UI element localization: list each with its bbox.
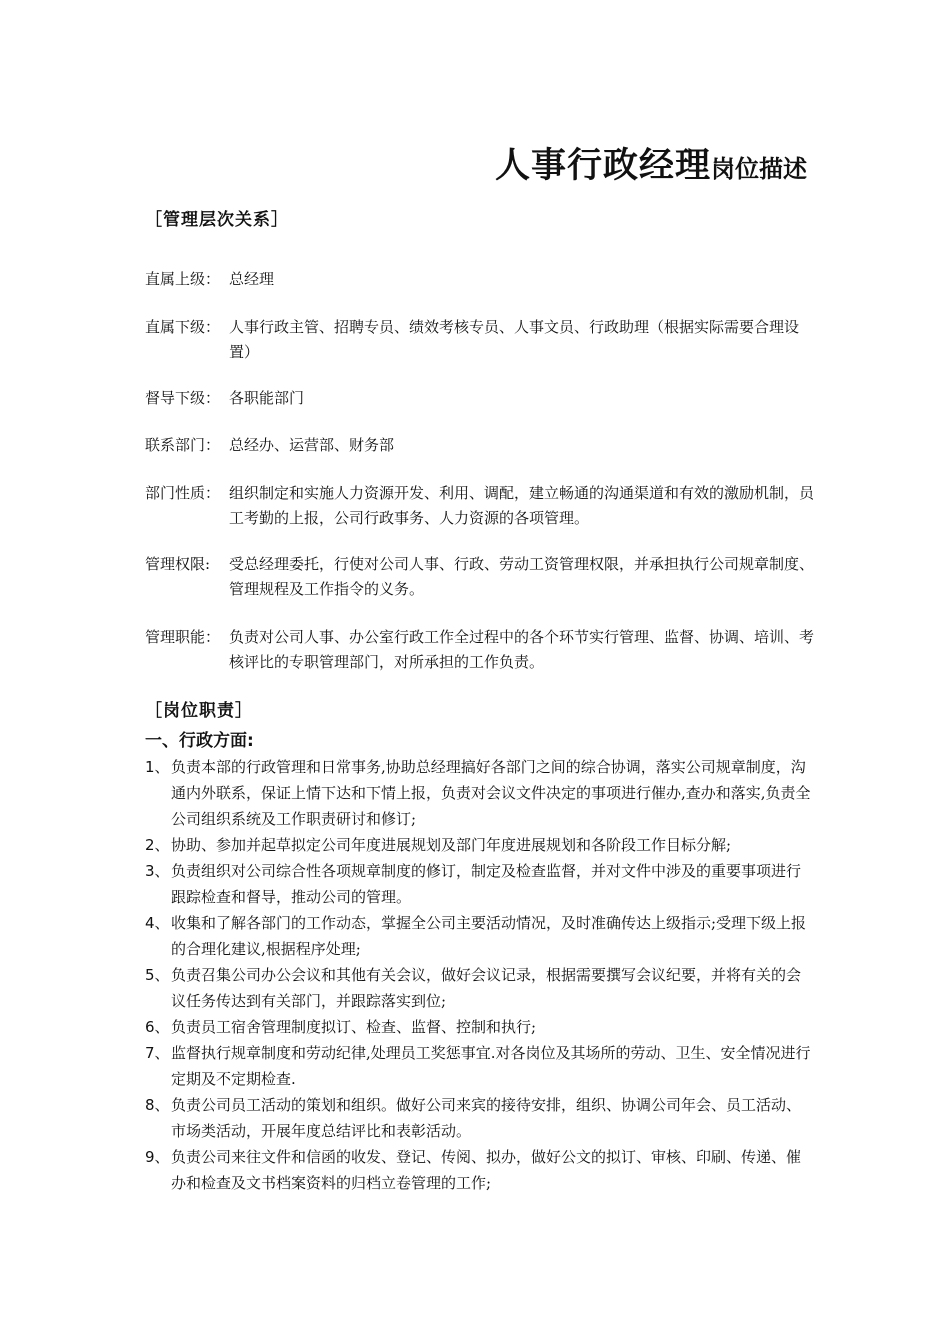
field-value: 各职能部门: [229, 389, 305, 407]
field-label: 直属下级：: [145, 318, 221, 336]
item-text: 负责本部的行政管理和日常事务,协助总经理搞好各部门之间的综合协调，落实公司规章制度，沟通内外联系，保证上情下达和下情上报，负责对会议文件决定的事项进行催办,查办和落实,负责全公司组织系统及工作职责研讨和修订;: [171, 758, 811, 828]
field-label: 管理职能：: [145, 628, 221, 646]
list-item: [145, 1014, 815, 1040]
field-management-authority: [145, 552, 815, 602]
field-contact-departments: [145, 433, 815, 458]
item-text: 负责召集公司办公会议和其他有关会议，做好会议记录，根据需要撰写会议纪要，并将有关的会议任务传达到有关部门，并跟踪落实到位;: [171, 966, 802, 1010]
list-item: [145, 962, 815, 1014]
item-number: 6、: [145, 1018, 170, 1036]
item-text: 负责组织对公司综合性各项规章制度的修订，制定及检查监督，并对文件中涉及的重要事项进行跟踪检查和督导，推动公司的管理。: [171, 862, 802, 906]
field-value: 负责对公司人事、办公室行政工作全过程中的各个环节实行管理、监督、协调、培训、考核评比的专职管理部门，对所承担的工作负责。: [229, 628, 815, 671]
field-department-nature: [145, 481, 815, 531]
admin-duties-list: [145, 754, 815, 1196]
item-text: 负责员工宿舍管理制度拟订、检查、监督、控制和执行;: [171, 1018, 537, 1036]
admin-heading: 一、行政方面:: [145, 731, 254, 751]
item-number: 4、: [145, 914, 170, 932]
item-number: 8、: [145, 1096, 170, 1114]
field-value: 人事行政主管、招聘专员、绩效考核专员、人事文员、行政助理（根据实际需要合理设置）: [229, 318, 800, 361]
item-text: 协助、参加并起草拟定公司年度进展规划及部门年度进展规划和各阶段工作目标分解;: [171, 836, 732, 854]
list-item: [145, 1092, 815, 1144]
item-text: 监督执行规章制度和劳动纪律,处理员工奖惩事宜.对各岗位及其场所的劳动、卫生、安全情况进行定期及不定期检查.: [171, 1044, 811, 1088]
page-title: [495, 138, 807, 188]
field-value: 总经办、运营部、财务部: [229, 436, 395, 454]
list-item: [145, 1144, 815, 1196]
item-number: 9、: [145, 1148, 170, 1166]
field-direct-subordinates: [145, 315, 815, 365]
item-number: 2、: [145, 836, 170, 854]
item-number: 7、: [145, 1044, 170, 1062]
section-heading-duties: ［岗位职责］: [145, 701, 253, 721]
title-suffix: 岗位描述: [711, 154, 807, 183]
item-text: 负责公司来往文件和信函的收发、登记、传阅、拟办，做好公文的拟订、审核、印刷、传递、催办和检查及文书档案资料的归档立卷管理的工作;: [171, 1148, 802, 1192]
field-value: 受总经理委托，行使对公司人事、行政、劳动工资管理权限，并承担执行公司规章制度、管理规程及工作指令的义务。: [229, 555, 815, 598]
field-label: 联系部门：: [145, 436, 221, 454]
field-value: 总经理: [229, 270, 275, 288]
field-supervised-subordinates: [145, 386, 815, 411]
section-heading-hierarchy: ［管理层次关系］: [145, 210, 289, 230]
field-label: 部门性质：: [145, 484, 221, 502]
item-number: 1、: [145, 758, 170, 776]
list-item: [145, 1040, 815, 1092]
item-number: 3、: [145, 862, 170, 880]
field-label: 管理权限:: [145, 555, 211, 573]
list-item: [145, 858, 815, 910]
list-item: [145, 832, 815, 858]
field-value: 组织制定和实施人力资源开发、利用、调配，建立畅通的沟通渠道和有效的激励机制，员工考勤的上报，公司行政事务、人力资源的各项管理。: [229, 484, 815, 527]
item-text: 收集和了解各部门的工作动态，掌握全公司主要活动情况，及时准确传达上级指示;受理下级上报的合理化建议,根据程序处理;: [171, 914, 807, 958]
title-main: 人事行政经理: [494, 145, 711, 186]
item-text: 负责公司员工活动的策划和组织。做好公司来宾的接待安排，组织、协调公司年会、员工活动、市场类活动，开展年度总结评比和表彰活动。: [171, 1096, 802, 1140]
field-label: 直属上级：: [145, 270, 221, 288]
item-number: 5、: [145, 966, 170, 984]
field-label: 督导下级：: [145, 389, 221, 407]
field-direct-superior: [145, 267, 815, 292]
list-item: [145, 754, 815, 832]
list-item: [145, 910, 815, 962]
field-management-function: [145, 625, 815, 675]
